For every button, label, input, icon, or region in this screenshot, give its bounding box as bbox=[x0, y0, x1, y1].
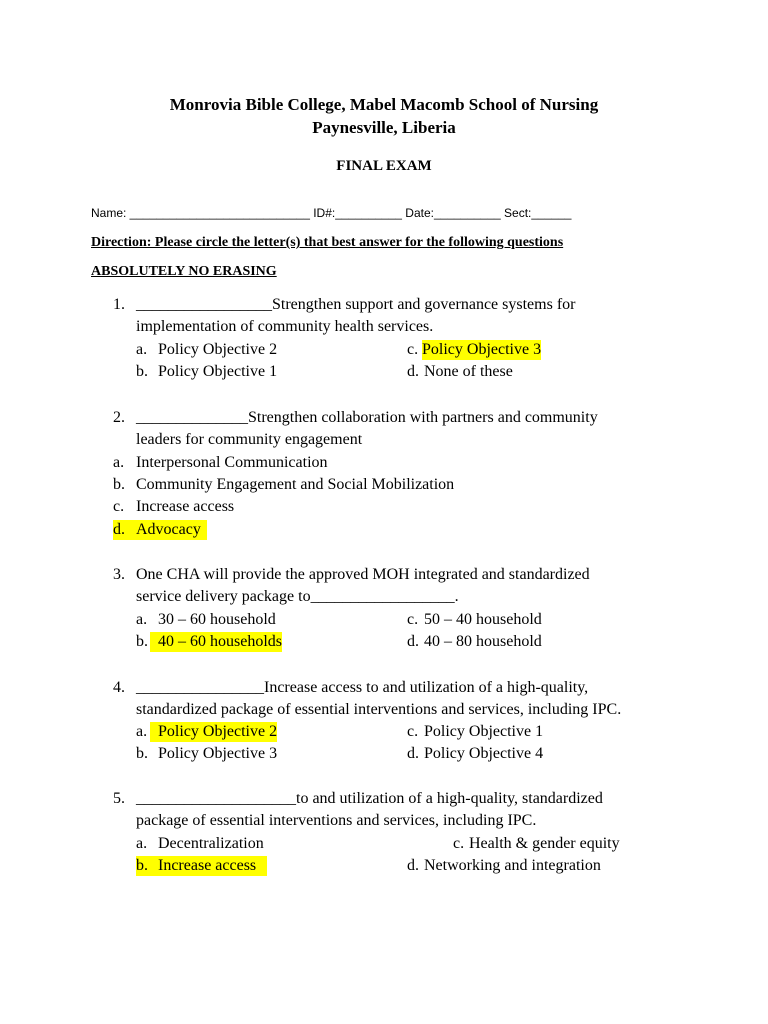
question-text-line-1: _________________Strengthen support and governance systems for bbox=[136, 296, 576, 313]
school-name: Monrovia Bible College, Mabel Macomb School of Nursing bbox=[169, 95, 599, 114]
option-text-highlighted: Policy Objective 3 bbox=[422, 341, 542, 358]
option-letter[interactable]: a. bbox=[113, 454, 125, 471]
school-location: Paynesville, Liberia bbox=[312, 118, 456, 137]
question-text-line-2: service delivery package to__________________. bbox=[136, 588, 459, 605]
option-letter[interactable]: c. bbox=[113, 498, 125, 515]
exam-title: FINAL EXAM bbox=[336, 158, 432, 174]
option-letter: b. bbox=[136, 857, 148, 874]
student-info-line: Name: ___________________________ ID#:__________ Date:__________ Sect:______ bbox=[91, 206, 572, 220]
option-letter[interactable]: b. bbox=[136, 745, 148, 762]
option-text: Policy Objective 1 bbox=[424, 723, 544, 740]
option-letter[interactable]: d. bbox=[407, 857, 419, 874]
option-letter[interactable]: b. bbox=[136, 633, 148, 650]
option-text: Community Engagement and Social Mobilization bbox=[136, 476, 455, 493]
option-highlighted[interactable] bbox=[136, 856, 267, 876]
option-text: Policy Objective 2 bbox=[158, 341, 278, 358]
option-text: Policy Objective 4 bbox=[424, 745, 544, 762]
directions: Direction: Please circle the letter(s) that best answer for the following questions bbox=[91, 235, 564, 250]
option-letter[interactable]: d. bbox=[407, 363, 419, 380]
option-text-highlighted: 40 – 60 households bbox=[150, 632, 282, 652]
option-text: Decentralization bbox=[158, 835, 264, 852]
question-number: 3. bbox=[113, 566, 125, 583]
question-text-line-2: leaders for community engagement bbox=[136, 431, 363, 448]
option-letter[interactable]: a. bbox=[136, 611, 148, 628]
option-text: Policy Objective 3 bbox=[158, 745, 278, 762]
option-letter[interactable]: a. bbox=[136, 341, 148, 358]
option-letter[interactable]: c. bbox=[407, 611, 419, 628]
question-text-line-2: implementation of community health services. bbox=[136, 318, 434, 335]
option-letter[interactable]: d. bbox=[407, 745, 419, 762]
question-number: 5. bbox=[113, 790, 125, 807]
question-text-line-1: One CHA will provide the approved MOH integrated and standardized bbox=[136, 566, 590, 583]
option-text-highlighted: Policy Objective 2 bbox=[150, 722, 277, 742]
option-text: Increase access bbox=[158, 857, 257, 874]
option-letter[interactable]: a. bbox=[136, 723, 148, 740]
option-text: Networking and integration bbox=[424, 857, 601, 874]
question-text-line-1: ____________________to and utilization of a high-quality, standardized bbox=[136, 790, 603, 807]
option-letter[interactable]: c. bbox=[407, 723, 419, 740]
no-erasing-notice: ABSOLUTELY NO ERASING bbox=[91, 264, 277, 279]
option-highlighted[interactable] bbox=[113, 520, 207, 540]
option-text: Advocacy bbox=[136, 521, 201, 538]
option-text: Health & gender equity bbox=[469, 835, 620, 852]
option-text: Increase access bbox=[136, 498, 235, 515]
question-number: 1. bbox=[113, 296, 125, 313]
question-number: 4. bbox=[113, 679, 125, 696]
option-letter: d. bbox=[113, 521, 125, 538]
option-text: 50 – 40 household bbox=[424, 611, 542, 628]
question-text-line-2: package of essential interventions and services, including IPC. bbox=[136, 812, 537, 829]
option-text: Interpersonal Communication bbox=[136, 454, 328, 471]
option-letter[interactable]: c. bbox=[453, 835, 465, 852]
question-text-line-2: standardized package of essential interventions and services, including IPC. bbox=[136, 701, 622, 718]
option-letter[interactable]: b. bbox=[136, 363, 148, 380]
option-letter[interactable]: b. bbox=[113, 476, 125, 493]
option-text: 30 – 60 household bbox=[158, 611, 276, 628]
option-letter[interactable]: d. bbox=[407, 633, 419, 650]
option-letter[interactable]: a. bbox=[136, 835, 148, 852]
option-text: None of these bbox=[424, 363, 513, 380]
option-letter[interactable]: c. bbox=[407, 341, 419, 358]
question-text-line-1: ________________Increase access to and utilization of a high-quality, bbox=[136, 679, 589, 696]
option-text: Policy Objective 1 bbox=[158, 363, 278, 380]
question-number: 2. bbox=[113, 409, 125, 426]
question-text-line-1: ______________Strengthen collaboration with partners and community bbox=[136, 409, 598, 426]
option-text: 40 – 80 household bbox=[424, 633, 542, 650]
